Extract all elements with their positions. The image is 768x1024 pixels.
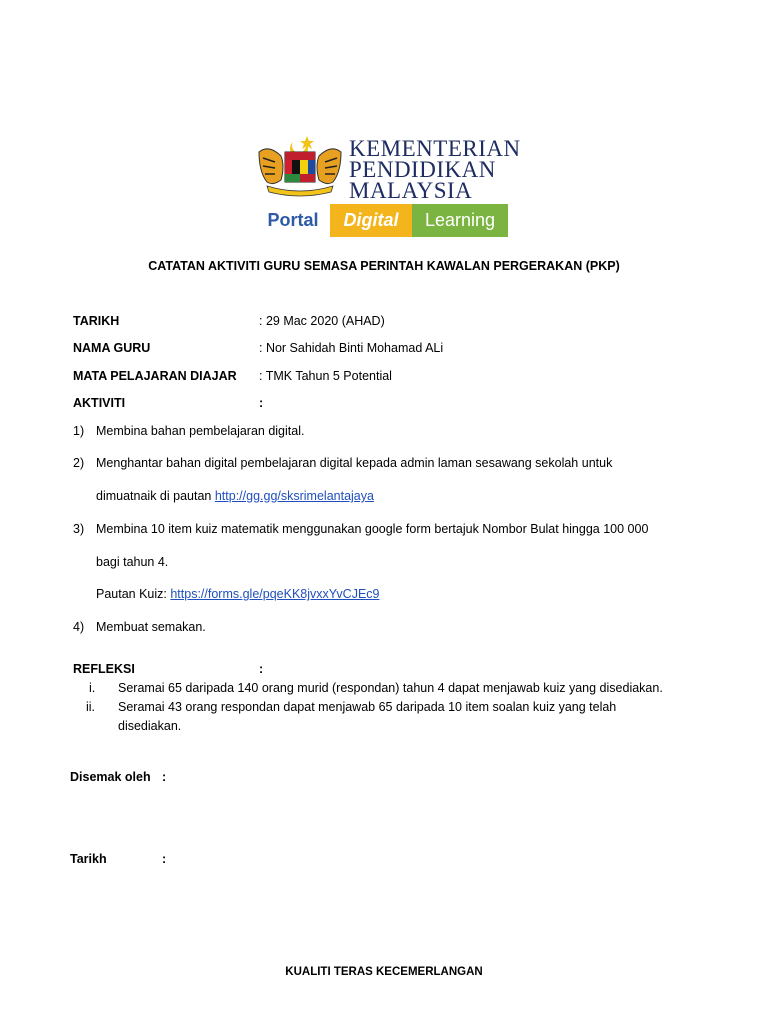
activity-3-text: Membina 10 item kuiz matematik menggunakan google form bertajuk Nombor Bulat hingga 100 000 xyxy=(96,522,649,536)
activity-3-number: 3) xyxy=(73,522,85,536)
activity-1-text: Membina bahan pembelajaran digital. xyxy=(96,424,305,438)
quiz-form-link[interactable]: https://forms.gle/pqeKK8jvxxYvCJEc9 xyxy=(170,587,380,601)
disemak-colon: : xyxy=(162,770,167,784)
quiz-link-label: Pautan Kuiz: xyxy=(96,587,171,601)
portal-digital-learning-banner xyxy=(256,204,508,237)
activity-1-number: 1) xyxy=(73,424,85,438)
activity-4-text: Membuat semakan. xyxy=(96,620,206,634)
refleksi-label: REFLEKSI xyxy=(73,662,135,676)
activity-2-text: Menghantar bahan digital pembelajaran digital kepada admin laman sesawang sekolah untuk xyxy=(96,456,613,470)
field-value-mata-pelajaran: : TMK Tahun 5 Potential xyxy=(259,369,392,383)
activity-4-number: 4) xyxy=(73,620,85,634)
malaysia-crest-logo xyxy=(255,132,345,198)
banner-portal: Portal xyxy=(256,204,330,237)
refleksi-2-continuation: disediakan. xyxy=(118,719,182,733)
field-value-nama-guru: : Nor Sahidah Binti Mohamad ALi xyxy=(259,341,444,355)
tarikh-colon: : xyxy=(162,852,167,866)
activity-2-number: 2) xyxy=(73,456,85,470)
activity-3-continuation: bagi tahun 4. xyxy=(96,555,169,569)
activity-2-cont-text: dimuatnaik di pautan xyxy=(96,489,215,503)
banner-learning: Learning xyxy=(412,204,508,237)
ministry-name xyxy=(349,136,521,203)
disemak-label: Disemak oleh xyxy=(70,770,151,784)
ministry-line3: MALAYSIA xyxy=(349,178,473,203)
ministry-line2: PENDIDIKAN xyxy=(349,157,496,182)
footer-motto: KUALITI TERAS KECEMERLANGAN xyxy=(285,966,483,978)
document-title: CATATAN AKTIVITI GURU SEMASA PERINTAH KAWALAN PERGERAKAN (PKP) xyxy=(148,259,620,273)
field-value-aktiviti: : xyxy=(259,396,264,410)
field-label-mata-pelajaran: MATA PELAJARAN DIAJAR xyxy=(73,369,237,383)
refleksi-colon: : xyxy=(259,662,264,676)
refleksi-2-number: ii. xyxy=(86,700,96,714)
school-website-link[interactable]: http://gg.gg/sksrimelantajaya xyxy=(214,489,374,503)
refleksi-1-text: Seramai 65 daripada 140 orang murid (respondan) tahun 4 dapat menjawab kuiz yang disediakan. xyxy=(118,681,663,695)
quiz-link-row xyxy=(96,587,379,601)
field-label-aktiviti: AKTIVITI xyxy=(73,396,126,410)
refleksi-2-text: Seramai 43 orang respondan dapat menjawab 65 daripada 10 item soalan kuiz yang telah xyxy=(118,700,617,714)
activity-2-continuation xyxy=(96,489,374,503)
banner-digital: Digital xyxy=(330,204,412,237)
field-label-tarikh: TARIKH xyxy=(73,314,120,328)
tarikh-label: Tarikh xyxy=(70,852,107,866)
field-value-tarikh: : 29 Mac 2020 (AHAD) xyxy=(259,314,385,328)
refleksi-1-number: i. xyxy=(89,681,96,695)
ministry-line1: KEMENTERIAN xyxy=(349,136,521,161)
field-label-nama-guru: NAMA GURU xyxy=(73,341,151,355)
